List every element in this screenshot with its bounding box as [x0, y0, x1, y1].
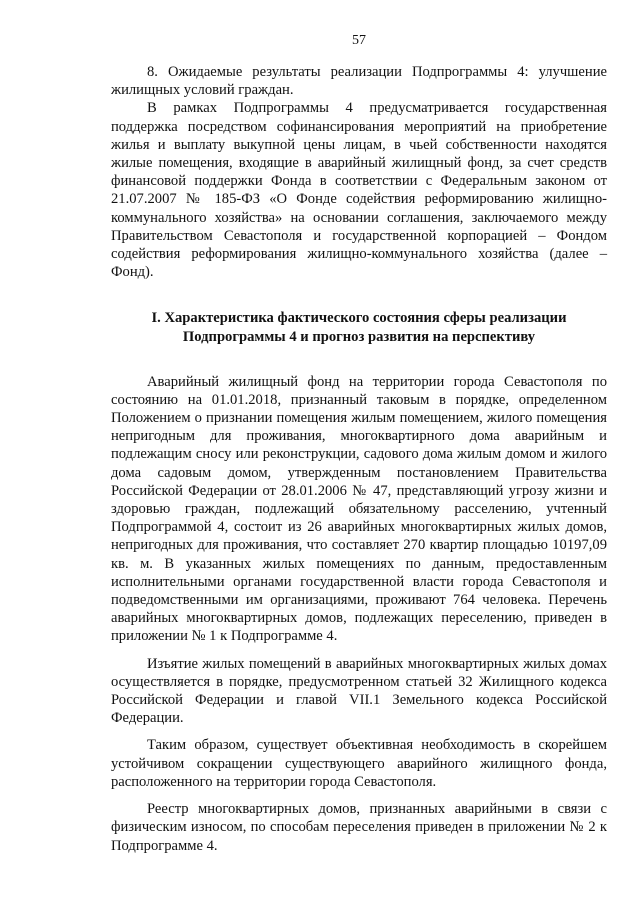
paragraph-emergency-housing-fund: Аварийный жилищный фонд на территории города Севастополя по состоянию на 01.01.2018, признанный таковым в порядке, определенном Положением о признании помещения жилым помещением, жилого помещения непригодным для проживания, многоквартирного дома аварийным и подлежащим сносу или реконструкции, садового дома жилым домом и жилого дома садовым домом, утвержденным постановлением Правительства Российской Федерации от 28.01.2006 № 47, представляющий угрозу жизни и здоровью граждан, подлежащий обязательному расселению, учтенный Подпрограммой 4, состоит из 26 аварийных многоквартирных жилых домов, непригодных для проживания, что составляет 270 квартир площадью 10197,09 кв. м. В указанных жилых помещениях по данным, предоставленным исполнительными органами государственной власти города Севастополя и подведомственными им организациями, проживают 764 человека. Перечень аварийных многоквартирных домов, подлежащих переселению, приведен в приложении № 1 к Подпрограмме 4.	[111, 373, 607, 645]
paragraph-registry-of-houses: Реестр многоквартирных домов, признанных аварийными в связи с физическим износом, по способам переселения приведен в приложении № 2 к Подпрограмме 4.	[111, 801, 607, 854]
document-body	[111, 63, 607, 864]
section-heading-line-2: Подпрограммы 4 и прогноз развития на перспективу	[182, 329, 536, 346]
section-heading-line-1: I. Характеристика фактического состояния сферы реализации	[151, 310, 567, 327]
paragraph-expected-results: 8. Ожидаемые результаты реализации Подпрограммы 4: улучшение жилищных условий граждан.	[111, 64, 607, 99]
paragraph-seizure-of-premises: Изъятие жилых помещений в аварийных многоквартирных жилых домах осуществляется в порядке, предусмотренном статьей 32 Жилищного кодекса Российской Федерации и главой VII.1 Земельного кодекса Российской Федерации.	[111, 655, 607, 727]
paragraph-state-support: В рамках Подпрограммы 4 предусматривается государственная поддержка посредством софинансирования мероприятий на приобретение жилья и выплату выкупной цены лицам, в чьей собственности находятся жилые помещения, входящие в аварийный жилищный фонд, за счет средств финансовой поддержки Фонда в соответствии с Федеральным законом от 21.07.2007 № 185-ФЗ «О Фонде содействия реформированию жилищно-коммунального хозяйства» на основании соглашения, заключаемого между Правительством Севастополя и государственной корпорацией – Фондом содействия реформирования жилищно-коммунального хозяйства (далее – Фонд).	[111, 100, 607, 281]
page-number: 57	[352, 33, 366, 48]
paragraph-objective-necessity: Таким образом, существует объективная необходимость в скорейшем устойчивом сокращении существующего аварийного жилищного фонда, расположенного на территории города Севастополя.	[111, 737, 607, 790]
section-heading	[111, 309, 607, 346]
